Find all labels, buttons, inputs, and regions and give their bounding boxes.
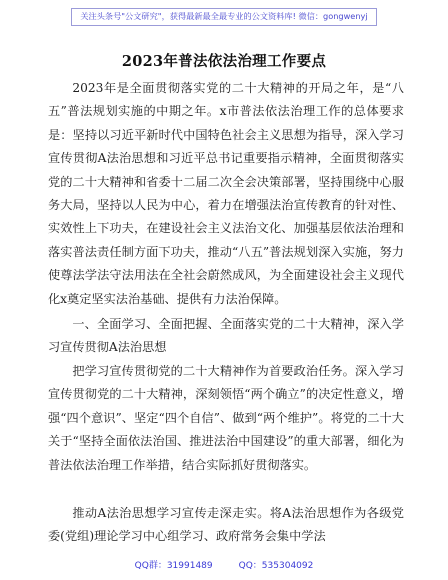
promo-banner-text: 关注头条号"公文研究"，获得最新最全最专业的公文资料库! 微信：gongwenyj (71, 8, 376, 26)
qq-group-text: QQ群：31991489 (134, 561, 213, 571)
document-title: 2023年普法依法治理工作要点 (121, 53, 327, 70)
contact-footer (0, 558, 448, 571)
paragraph-study-spirit: 把学习宣传贯彻党的二十大精神作为首要政治任务。深入学习宣传贯彻党的二十大精神，深刻领悟“两个确立”的决定性意义，增强“四个意识”、坚定“四个自信”、做到“两个维护”。将党的二十大关于“坚持全面依法治国、推进法治中国建设”的重大部署，细化为普法依法治理工作举措，结合实际抓好贯彻落实。 (48, 364, 404, 472)
qq-number-text: QQ：535304092 (238, 561, 314, 571)
promo-banner (0, 0, 448, 34)
paragraph-rule-of-law-thought: 推动A法治思想学习宣传走深走实。将A法治思想作为各级党委(党组)理论学习中心组学习、政府常务会集中学法 (48, 506, 404, 544)
paragraph-intro: 2023年是全面贯彻落实党的二十大精神的开局之年，是“八五”普法规划实施的中期之年。x市普法依法治理工作的总体要求是：坚持以习近平新时代中国特色社会主义思想为指导，深入学习宣传贯彻A法治思想和习近平总书记重要指示精神，全面贯彻落实党的二十大精神和省委十二届二次全会决策部署，坚持围绕中心服务大局，坚持以人民为中心，着力在增强法治宣传教育的针对性、实效性上下功夫，在建设社会主义法治文化、加强基层依法治理和落实普法责任制方面下功夫，推动“八五”普法规划深入实施，努力使尊法学法守法用法在全社会蔚然成风，为全面建设社会主义现代化x奠定坚实法治基础、提供有力法治保障。 (48, 81, 404, 306)
paragraph-section-heading: 一、全面学习、全面把握、全面落实党的二十大精神，深入学习宣传贯彻A法治思想 (48, 317, 404, 355)
